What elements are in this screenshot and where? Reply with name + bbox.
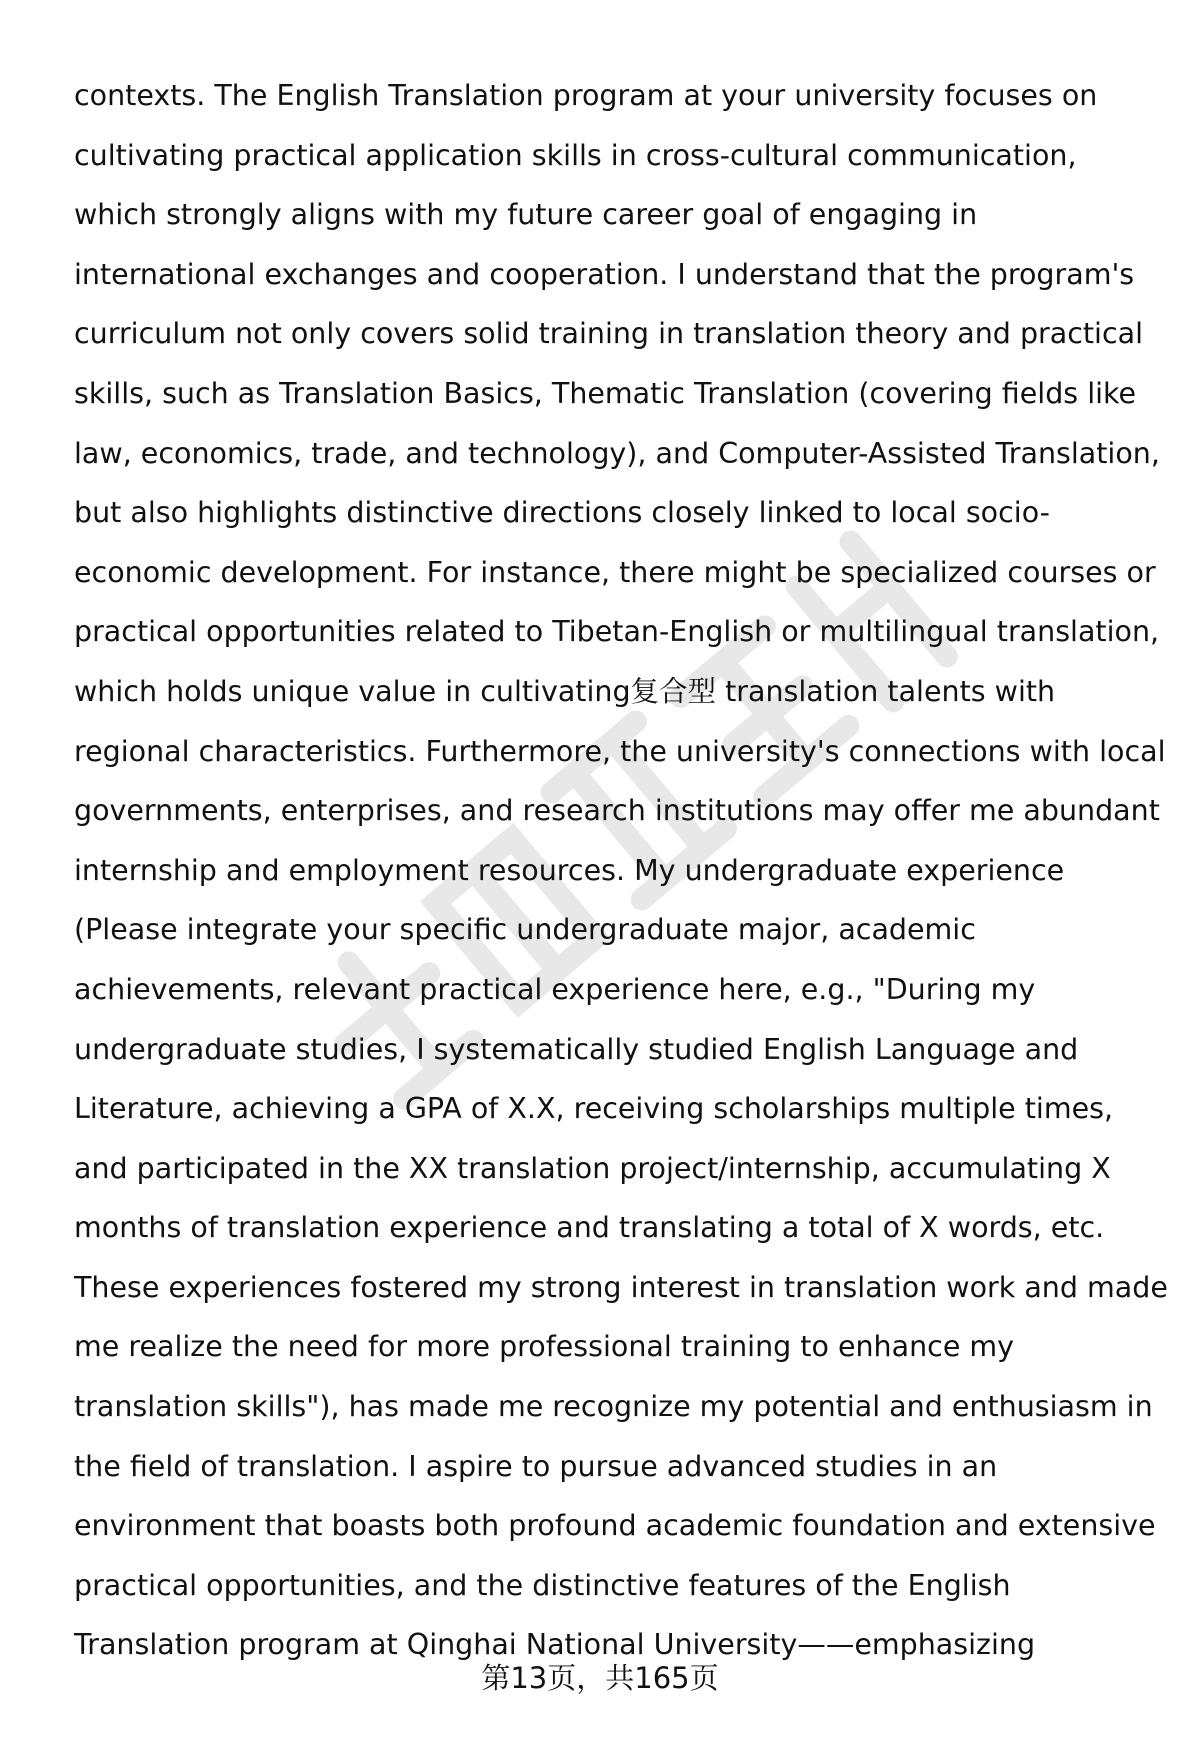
text-line: curriculum not only covers solid training in translation theory and practical <box>74 317 1144 351</box>
text-line: practical opportunities related to Tibetan-English or multilingual translation, <box>74 615 1160 649</box>
body-text <box>74 66 1168 1675</box>
text-line: months of translation experience and translating a total of X words, etc. <box>74 1211 1105 1245</box>
text-line: Translation program at Qinghai National University——emphasizing <box>74 1628 1036 1662</box>
page-footer: 第13页，共165页 <box>481 1661 719 1695</box>
text-line: internship and employment resources. My undergraduate experience <box>74 853 1065 887</box>
text-line: economic development. For instance, there might be specialized courses or <box>74 555 1156 589</box>
text-line: and participated in the XX translation project/internship, accumulating X <box>74 1151 1111 1185</box>
text-line: These experiences fostered my strong interest in translation work and made <box>74 1270 1168 1304</box>
text-line: the field of translation. I aspire to pursue advanced studies in an <box>74 1449 998 1483</box>
text-line: which strongly aligns with my future career goal of engaging in <box>74 198 978 232</box>
text-line: me realize the need for more professional training to enhance my <box>74 1330 1015 1364</box>
text-line: regional characteristics. Furthermore, the university's connections with local <box>74 734 1166 768</box>
text-line: skills, such as Translation Basics, Thematic Translation (covering fields like <box>74 376 1137 410</box>
text-line: governments, enterprises, and research institutions may offer me abundant <box>74 794 1160 828</box>
text-line: undergraduate studies, I systematically studied English Language and <box>74 1032 1079 1066</box>
text-line: but also highlights distinctive directions closely linked to local socio- <box>74 496 1050 530</box>
text-line: practical opportunities, and the distinctive features of the English <box>74 1568 1011 1602</box>
text-line: international exchanges and cooperation. I understand that the program's <box>74 257 1135 291</box>
text-line: achievements, relevant practical experience here, e.g., "During my <box>74 972 1036 1006</box>
text-line: (Please integrate your specific undergraduate major, academic <box>74 913 976 947</box>
text-line: Literature, achieving a GPA of X.X, receiving scholarships multiple times, <box>74 1092 1114 1126</box>
text-line: which holds unique value in cultivating复合型 translation talents with <box>74 674 1056 708</box>
text-line: law, economics, trade, and technology), and Computer-Assisted Translation, <box>74 436 1160 470</box>
text-line: environment that boasts both profound academic foundation and extensive <box>74 1509 1156 1543</box>
text-line: translation skills"), has made me recognize my potential and enthusiasm in <box>74 1390 1153 1424</box>
text-line: contexts. The English Translation program at your university focuses on <box>74 79 1098 112</box>
text-line: cultivating practical application skills in cross-cultural communication, <box>74 138 1077 172</box>
